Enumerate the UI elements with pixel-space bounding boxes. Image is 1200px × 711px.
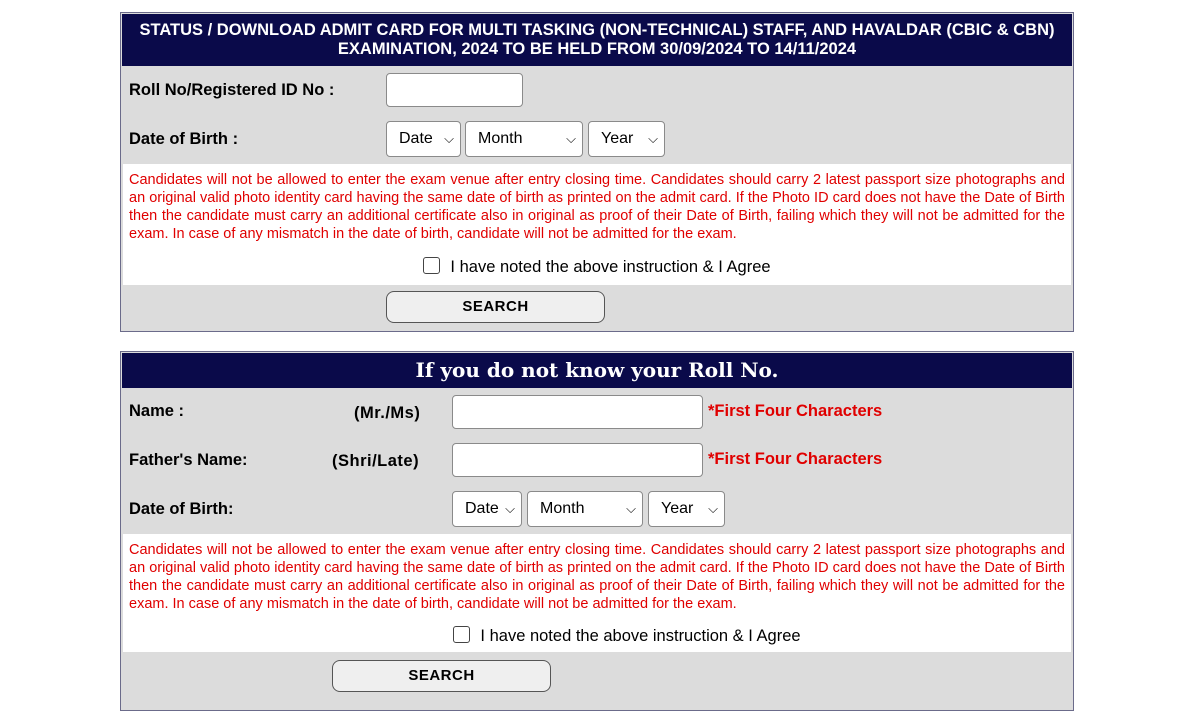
agree-checkbox[interactable] <box>423 257 440 274</box>
dob-month-select-2[interactable] <box>527 491 643 527</box>
dob-month-select[interactable] <box>465 121 583 157</box>
search-button[interactable]: SEARCH <box>386 291 605 323</box>
roll-no-label: Roll No/Registered ID No : <box>129 81 335 99</box>
find-roll-no-form <box>120 351 1074 711</box>
dob-label: Date of Birth : <box>129 130 239 148</box>
form-title-line2: EXAMINATION, 2024 TO BE HELD FROM 30/09/2024 TO 14/11/2024 <box>337 40 857 58</box>
agree-row-2[interactable] <box>123 626 1071 645</box>
agree-label-2: I have noted the above instruction & I Agree <box>480 627 801 645</box>
instructions-box <box>123 164 1071 285</box>
dob-year-select-2[interactable] <box>648 491 725 527</box>
chevron-down-icon: ⌵ <box>444 131 454 146</box>
agree-checkbox-2[interactable] <box>453 626 470 643</box>
admit-card-form <box>120 12 1074 332</box>
agree-label: I have noted the above instruction & I Agree <box>450 258 771 276</box>
chevron-down-icon: ⌵ <box>505 501 515 516</box>
chevron-down-icon: ⌵ <box>626 501 636 516</box>
dob-day-select[interactable] <box>386 121 461 157</box>
agree-row[interactable] <box>123 257 1071 276</box>
dob-day-select-2[interactable] <box>452 491 522 527</box>
dob-year-value-2: Year <box>661 500 694 517</box>
search-button-2[interactable]: SEARCH <box>332 660 551 692</box>
chevron-down-icon: ⌵ <box>648 131 658 146</box>
roll-no-input[interactable] <box>386 73 523 107</box>
chevron-down-icon: ⌵ <box>566 131 576 146</box>
form-title-line1: STATUS / DOWNLOAD ADMIT CARD FOR MULTI TASKING (NON-TECHNICAL) STAFF, AND HAVALDAR (CBIC & CBN) <box>139 21 1055 39</box>
dob-year-value: Year <box>601 130 634 147</box>
dob-label-2: Date of Birth: <box>129 500 234 518</box>
dob-day-value: Date <box>399 130 433 147</box>
dob-month-value: Month <box>478 130 523 147</box>
father-name-input[interactable] <box>452 443 703 477</box>
name-label: Name : <box>129 402 185 420</box>
name-prefix: (Mr./Ms) <box>354 404 421 422</box>
dob-year-select[interactable] <box>588 121 665 157</box>
father-name-hint: *First Four Characters <box>708 450 883 468</box>
form-header <box>122 14 1072 66</box>
father-name-prefix: (Shri/Late) <box>332 452 420 470</box>
instructions-box-2 <box>123 534 1071 652</box>
find-roll-header: If you do not know your Roll No. <box>122 353 1072 388</box>
dob-day-value-2: Date <box>465 500 499 517</box>
father-name-label: Father's Name: <box>129 451 248 469</box>
dob-month-value-2: Month <box>540 500 585 517</box>
chevron-down-icon: ⌵ <box>708 501 718 516</box>
name-input[interactable] <box>452 395 703 429</box>
instructions-text: Candidates will not be allowed to enter the exam venue after entry closing time. Candidates should carry 2 latest passport size photographs and an original valid photo identity card having the same date of birth as printed on the admit card. If the Photo ID card does not have the Date of Birth then the candidate must carry an additional certificate also in original as proof of their Date of Birth, failing which they will not be admitted for the exam. In case of any mismatch in the date of birth, candidate will not be admitted for the exam. <box>129 172 1065 242</box>
name-hint: *First Four Characters <box>708 402 883 420</box>
instructions-text-2: Candidates will not be allowed to enter the exam venue after entry closing time. Candidates should carry 2 latest passport size photographs and an original valid photo identity card having the same date of birth as printed on the admit card. If the Photo ID card does not have the Date of Birth then the candidate must carry an additional certificate also in original as proof of their Date of Birth, failing which they will not be admitted for the exam. In case of any mismatch in the date of birth, candidate will not be admitted for the exam. <box>129 542 1065 612</box>
